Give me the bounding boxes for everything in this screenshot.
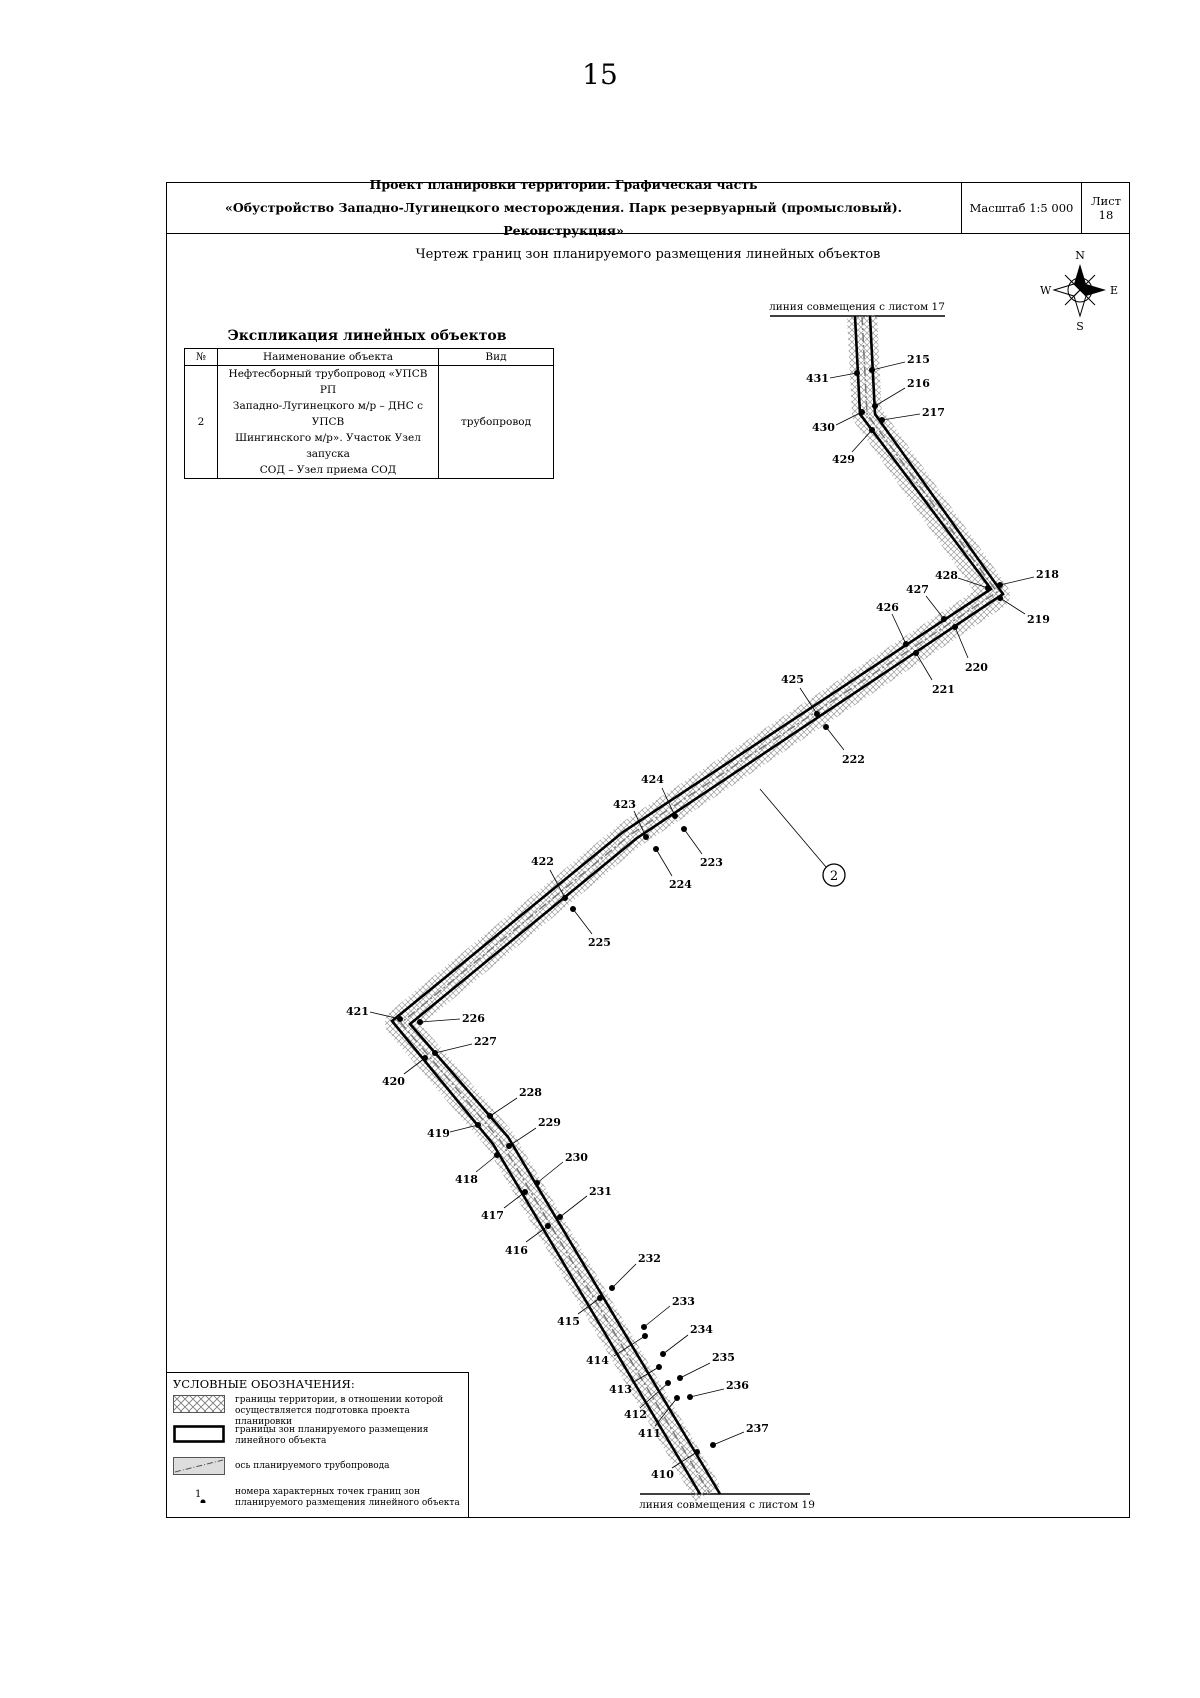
point-235-label: 235 (712, 1351, 735, 1364)
point-230-label: 230 (565, 1151, 588, 1164)
point-415-label: 415 (557, 1315, 580, 1328)
match-line-top-label: линия совмещения с листом 17 (769, 301, 945, 313)
point-431-label: 431 (806, 372, 829, 385)
point-224-label: 224 (669, 878, 692, 891)
point-222 (823, 724, 865, 766)
point-237-label: 237 (746, 1422, 769, 1435)
legend-text-zone-boundary (235, 1425, 465, 1447)
point-417-label: 417 (481, 1209, 504, 1222)
point-234-label: 234 (690, 1323, 713, 1336)
title-line-1: Проект планировки территории. Графическая часть (369, 177, 758, 192)
point-233 (641, 1295, 695, 1330)
explication-row-type: трубопровод (439, 366, 554, 479)
point-233-label: 233 (672, 1295, 695, 1308)
point-223 (681, 826, 723, 869)
point-420-label: 420 (382, 1075, 405, 1088)
point-231 (557, 1185, 612, 1220)
point-416-label: 416 (505, 1244, 528, 1257)
point-221-label: 221 (932, 683, 955, 696)
point-413-label: 413 (609, 1383, 632, 1396)
legend-line: осуществляется подготовка проекта планировки (235, 1406, 410, 1427)
point-220-label: 220 (965, 661, 988, 674)
legend-text-planning-territory (235, 1395, 465, 1428)
point-231-label: 231 (589, 1185, 612, 1198)
legend-line: номера характерных точек границ зон (235, 1487, 421, 1497)
legend-point-symbol: 1 (195, 1489, 202, 1500)
point-425-label: 425 (781, 673, 804, 686)
match-line-bottom-label: линия совмещения с листом 19 (639, 1499, 815, 1511)
point-423-label: 423 (613, 798, 636, 811)
point-234 (660, 1323, 713, 1357)
explication-header-type: Вид (439, 349, 554, 366)
legend-text-pipeline-axis (235, 1461, 465, 1472)
explication-name-line: СОД – Узел приема СОД (259, 464, 397, 476)
point-215-label: 215 (907, 353, 930, 366)
compass-s-label: S (1076, 320, 1084, 333)
object-marker-label: 2 (829, 869, 839, 884)
legend (167, 1372, 469, 1517)
point-218-label: 218 (1036, 568, 1059, 581)
point-224 (653, 846, 692, 891)
point-235 (677, 1351, 735, 1381)
legend-line: границы зон планируемого размещения (235, 1425, 429, 1435)
north-arrow-compass (1040, 249, 1118, 333)
right-points-group (417, 353, 1059, 1448)
compass-e-label: E (1110, 284, 1119, 297)
legend-swatch-point-number (173, 1485, 225, 1503)
point-419-label: 419 (427, 1127, 450, 1140)
point-226-label: 226 (462, 1012, 485, 1025)
legend-title: УСЛОВНЫЕ ОБОЗНАЧЕНИЯ: (173, 1377, 355, 1391)
scale-cell: Масштаб 1:5 000 (962, 182, 1082, 234)
point-410-label: 410 (651, 1468, 674, 1481)
explication-header-name: Наименование объекта (218, 349, 439, 366)
point-429-label: 429 (832, 453, 855, 466)
point-421-label: 421 (346, 1005, 369, 1018)
explication-name-line: Шингинского м/р». Участок Узел запуска (235, 432, 421, 460)
point-422-label: 422 (531, 855, 554, 868)
point-411-label: 411 (638, 1427, 661, 1440)
point-424-label: 424 (641, 773, 664, 786)
legend-swatch-zone-boundary (173, 1425, 225, 1443)
point-222-label: 222 (842, 753, 865, 766)
legend-swatch-planning-territory (173, 1395, 225, 1413)
explication-row-num: 2 (185, 366, 218, 479)
explication-title: Экспликация линейных объектов (227, 328, 507, 344)
object-marker-2 (760, 789, 845, 886)
compass-n-label: N (1075, 249, 1085, 262)
left-points-group (346, 370, 991, 1481)
point-414-label: 414 (586, 1354, 609, 1367)
point-230 (534, 1151, 588, 1186)
legend-swatch-pipeline-axis (173, 1457, 225, 1475)
legend-line: линейного объекта (235, 1436, 327, 1446)
legend-line: ось планируемого трубопровода (235, 1461, 390, 1471)
point-236 (687, 1379, 749, 1400)
point-236-label: 236 (726, 1379, 749, 1392)
drawing-title: Чертеж границ зон планируемого размещения линейных объектов (415, 247, 881, 262)
point-232-label: 232 (638, 1252, 661, 1265)
page-number: 15 (582, 58, 618, 91)
explication-name-line: Западно-Лугинецкого м/р – ДНС с УПСВ (232, 400, 424, 428)
point-428-label: 428 (935, 569, 958, 582)
explication-name-line: Нефтесборный трубопровод «УПСВ РП (228, 368, 428, 396)
point-229-label: 229 (538, 1116, 561, 1129)
point-427-label: 427 (906, 583, 929, 596)
point-426-label: 426 (876, 601, 899, 614)
zone-boundary-left (392, 316, 991, 1494)
point-430-label: 430 (812, 421, 835, 434)
sheet-number-cell: Лист 18 (1082, 182, 1130, 234)
point-216-label: 216 (907, 377, 930, 390)
point-225-label: 225 (588, 936, 611, 949)
point-412-label: 412 (624, 1408, 647, 1421)
point-227-label: 227 (474, 1035, 497, 1048)
point-426 (876, 601, 909, 647)
point-223-label: 223 (700, 856, 723, 869)
point-217-label: 217 (922, 406, 945, 419)
point-237 (710, 1422, 769, 1448)
point-219-label: 219 (1027, 613, 1050, 626)
planning-territory-boundary (400, 316, 995, 1494)
point-225 (570, 906, 611, 949)
point-218 (997, 568, 1059, 588)
legend-line: границы территории, в отношении которой (235, 1395, 444, 1405)
point-418-label: 418 (455, 1173, 478, 1186)
explication-header-num: № (185, 349, 218, 366)
point-232 (609, 1252, 661, 1291)
point-228-label: 228 (519, 1086, 542, 1099)
legend-text-point-number (235, 1487, 465, 1509)
title-line-2: «Обустройство Западно-Лугинецкого месторождения. Парк резервуарный (промысловый). Реконструкция» (225, 200, 902, 238)
compass-w-label: W (1040, 284, 1052, 297)
legend-line: планируемого размещения линейного объекта (235, 1498, 460, 1508)
